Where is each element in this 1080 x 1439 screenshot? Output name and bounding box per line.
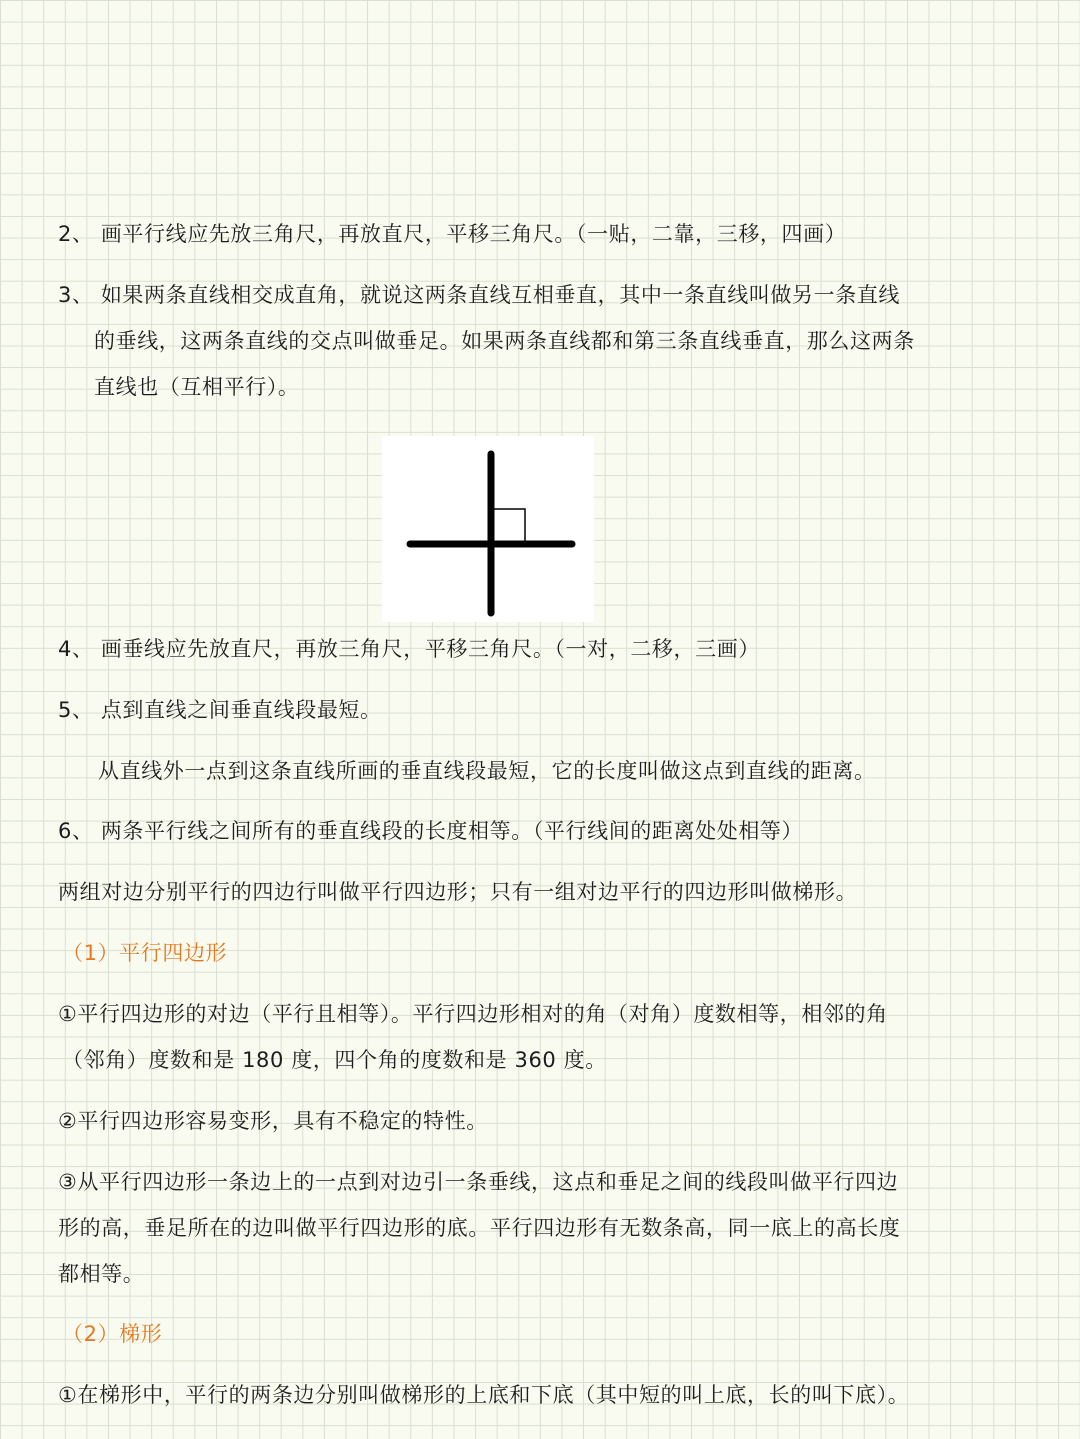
- trapezoid-point-1: ①在梯形中，平行的两条边分别叫做梯形的上底和下底（其中短的叫上底，长的叫下底）。: [58, 1383, 910, 1407]
- parallelogram-point-1-line2: （邻角）度数和是 180 度，四个角的度数和是 360 度。: [62, 1048, 607, 1072]
- parallelogram-point-1-line1: ①平行四边形的对边（平行且相等）。平行四边形相对的角（对角）度数相等，相邻的角: [58, 1002, 888, 1026]
- parallelogram-point-2: ②平行四边形容易变形，具有不稳定的特性。: [58, 1109, 488, 1133]
- item-2-text: 2、 画平行线应先放三角尺，再放直尺，平移三角尺。（一贴，二靠，三移，四画）: [58, 222, 847, 246]
- perpendicular-lines-figure: [382, 436, 594, 622]
- item-4-text: 4、 画垂线应先放直尺，再放三角尺，平移三角尺。（一对，二移，三画）: [58, 637, 760, 661]
- perpendicular-lines-icon: [382, 436, 594, 622]
- item-5-text: 5、 点到直线之间垂直线段最短。: [58, 698, 382, 722]
- item-3-text-line1: 3、 如果两条直线相交成直角，就说这两条直线互相垂直，其中一条直线叫做另一条直线: [58, 283, 901, 307]
- quadrilateral-definition: 两组对边分别平行的四边行叫做平行四边形；只有一组对边平行的四边形叫做梯形。: [58, 880, 858, 904]
- parallelogram-point-3-line1: ③从平行四边形一条边上的一点到对边引一条垂线，这点和垂足之间的线段叫做平行四边: [58, 1170, 899, 1194]
- item-3-text-line3: 直线也（互相平行）。: [94, 375, 300, 399]
- parallelogram-heading: （1）平行四边形: [62, 941, 228, 965]
- parallelogram-point-3-line2: 形的高，垂足所在的边叫做平行四边形的底。平行四边形有无数条高，同一底上的高长度: [58, 1216, 901, 1240]
- item-6-text: 6、 两条平行线之间所有的垂直线段的长度相等。（平行线间的距离处处相等）: [58, 819, 804, 843]
- item-5-subtext: 从直线外一点到这条直线所画的垂直线段最短，它的长度叫做这点到直线的距离。: [98, 759, 876, 783]
- trapezoid-heading: （2）梯形: [62, 1322, 163, 1346]
- parallelogram-point-3-line3: 都相等。: [58, 1262, 145, 1286]
- right-angle-mark: [491, 509, 525, 544]
- item-3-text-line2: 的垂线，这两条直线的交点叫做垂足。如果两条直线都和第三条直线垂直，那么这两条: [94, 329, 915, 353]
